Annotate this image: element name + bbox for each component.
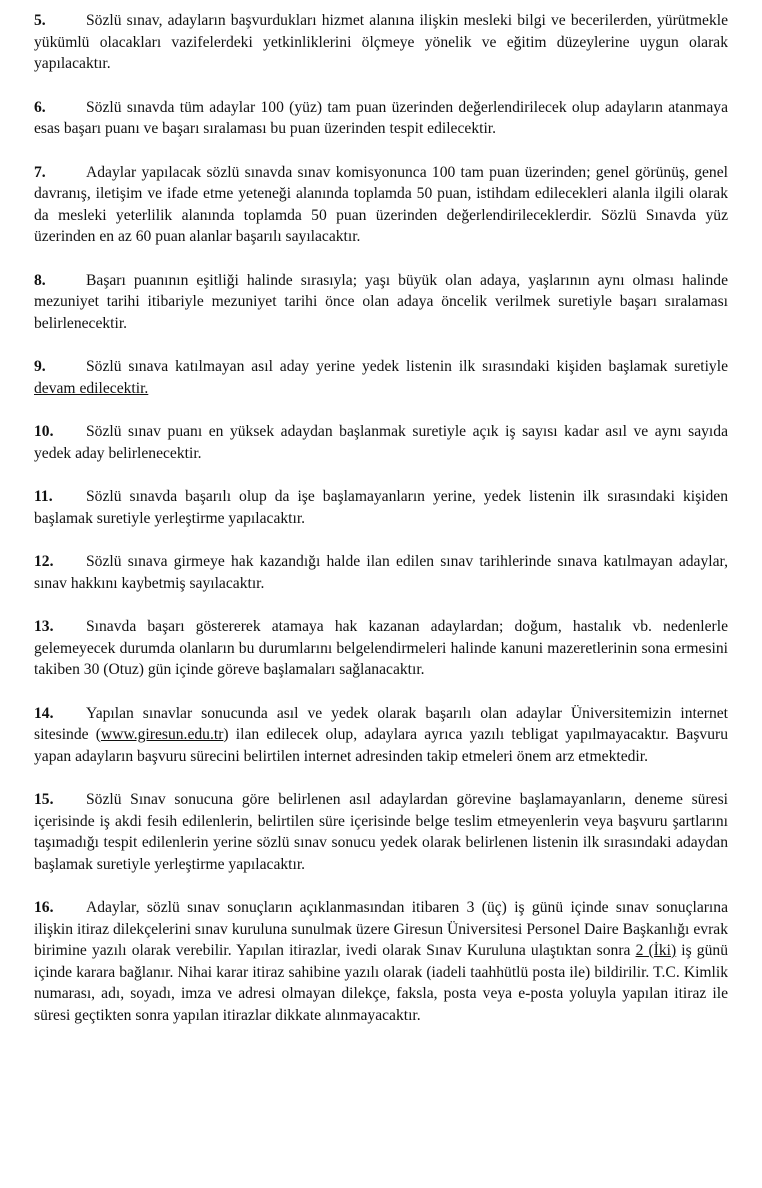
item-text: Sözlü sınava katılmayan asıl aday yerine yedek listenin ilk sırasındaki kişiden başlamak suretiyle	[86, 358, 728, 375]
item-number: 15.	[34, 791, 54, 808]
item-text: Adaylar, sözlü sınav sonuçların açıklanmasından itibaren 3 (üç) iş günü içinde sınav sonuçlarına ilişkin itiraz dilekçelerini sınav kuruluna sunulmak üzere Giresun Üniversitesi Personel Daire Başkanlığı evrak birimine yazılı olarak verebilir. Yapılan itirazlar, ivedi olarak Sınav Kuruluna ulaştıktan sonra	[34, 899, 728, 959]
item-7	[34, 162, 728, 248]
item-10	[34, 421, 728, 464]
item-text: Yapılan sınavlar sonucunda asıl ve yedek olarak başarılı olan adaylar Üniversitemizin internet sitesinde (	[34, 704, 728, 743]
item-text-underlined: 2 (İki)	[635, 942, 677, 959]
item-text: Adaylar yapılacak sözlü sınavda sınav komisyonunca 100 tam puan üzerinden; genel görünüş, genel davranış, iletişim ve ifade etme yeteneği alanında toplamda 50 puan, istihdam edilecekleri alanla ilgili olarak da mesleki yeterlilik alanında toplamda 50 puan üzerinden değerlendirileceklerdir. Sözlü Sınavda yüz üzerinden en az 60 puan alanlar başarılı sayılacaktır.	[34, 163, 728, 245]
item-text: Sınavda başarı göstererek atamaya hak kazanan adaylardan; doğum, hastalık vb. nedenlerle gelemeyecek durumda olanların bu durumlarını belgelendirmeleri halinde kanuni mazeretlerinin sona ermesini takiben 30 (Otuz) gün içinde göreve başlamaları sağlanacaktır.	[34, 618, 728, 678]
item-text-cont: iş günü içinde karara bağlanır. Nihai karar itiraz sahibine yazılı olarak (iadeli taahhütlü posta ile) bildirilir. T.C. Kimlik numarası, adı, soyadı, imza ve adresi olmayan dilekçe, faksla, posta veya e-posta yoluyla yapılan itiraz ile süresi geçtikten sonra yapılan itirazlar dikkate alınmayacaktır.	[34, 942, 728, 1024]
item-text: Sözlü Sınav sonucuna göre belirlenen asıl adaylardan görevine başlamayanların, deneme süresi içerisinde iş akdi fesih edilenlerin, belirtilen süre içerisinde belge teslim etmeyenlerin veya başvuru şartlarını taşımadığı tespit edilenlerin yerine sözlü sınav sonucu yedek olarak belirlenen listenin ilk sırasındaki adaydan başlamak suretiyle yerleştirme yapılacaktır.	[34, 791, 728, 873]
item-text: Sözlü sınav puanı en yüksek adaydan başlanmak suretiyle açık iş sayısı kadar asıl ve aynı sayıda yedek aday belirlenecektir.	[34, 423, 728, 462]
item-number: 13.	[34, 618, 54, 635]
item-number: 14.	[34, 704, 54, 722]
item-number: 5.	[34, 12, 46, 29]
item-14	[34, 703, 728, 768]
item-number: 12.	[34, 553, 54, 570]
item-text: Başarı puanının eşitliği halinde sırasıyla; yaşı büyük olan adaya, yaşlarının aynı olması halinde mezuniyet tarihi itibariyle mezuniyet tarihi önce olan adaya öncelik verilmek suretiyle başarı sıralaması belirlenecektir.	[34, 271, 728, 332]
item-16	[34, 897, 728, 1026]
item-8	[34, 270, 728, 335]
item-12	[34, 551, 728, 594]
website-link[interactable]: www.giresun.edu.tr	[100, 726, 224, 743]
item-5	[34, 10, 728, 75]
item-number: 16.	[34, 899, 54, 916]
item-number: 11.	[34, 488, 53, 505]
item-text: Sözlü sınavda başarılı olup da işe başlamayanların yerine, yedek listenin ilk sırasındaki kişiden başlamak suretiyle yerleştirme yapılacaktır.	[34, 488, 728, 527]
item-text: Sözlü sınav, adayların başvurdukları hizmet alanına ilişkin mesleki bilgi ve becerilerden, yürütmekle yükümlü olacakları vazifelerdeki yetkinliklerini ölçmeye yönelik ve eğitim düzeylerine uygun olarak yapılacaktır.	[34, 12, 728, 72]
item-13	[34, 616, 728, 681]
item-11	[34, 486, 728, 529]
item-15	[34, 789, 728, 875]
item-number: 10.	[34, 423, 54, 440]
item-text-underlined: devam edilecektir.	[34, 379, 149, 397]
item-6	[34, 97, 728, 140]
item-text: Sözlü sınavda tüm adaylar 100 (yüz) tam puan üzerinden değerlendirilecek olup adayların atanmaya esas başarı puanı ve başarı sıralaması bu puan üzerinden tespit edilecektir.	[34, 98, 728, 137]
item-number: 7.	[34, 163, 46, 181]
item-number: 6.	[34, 98, 46, 116]
item-number: 9.	[34, 358, 46, 375]
item-9	[34, 356, 728, 399]
item-text: Sözlü sınava girmeye hak kazandığı halde ilan edilen sınav tarihlerinde sınava katılmayan adaylar, sınav hakkını kaybetmiş sayılacaktır.	[34, 553, 728, 592]
item-text-cont: ) ilan edilecek olup, adaylara ayrıca yazılı tebligat yapılmayacaktır. Başvuru yapan adayların başvuru sürecini belirtilen internet adresinden takip etmeleri önem arz etmektedir.	[34, 726, 728, 765]
item-number: 8.	[34, 271, 46, 289]
